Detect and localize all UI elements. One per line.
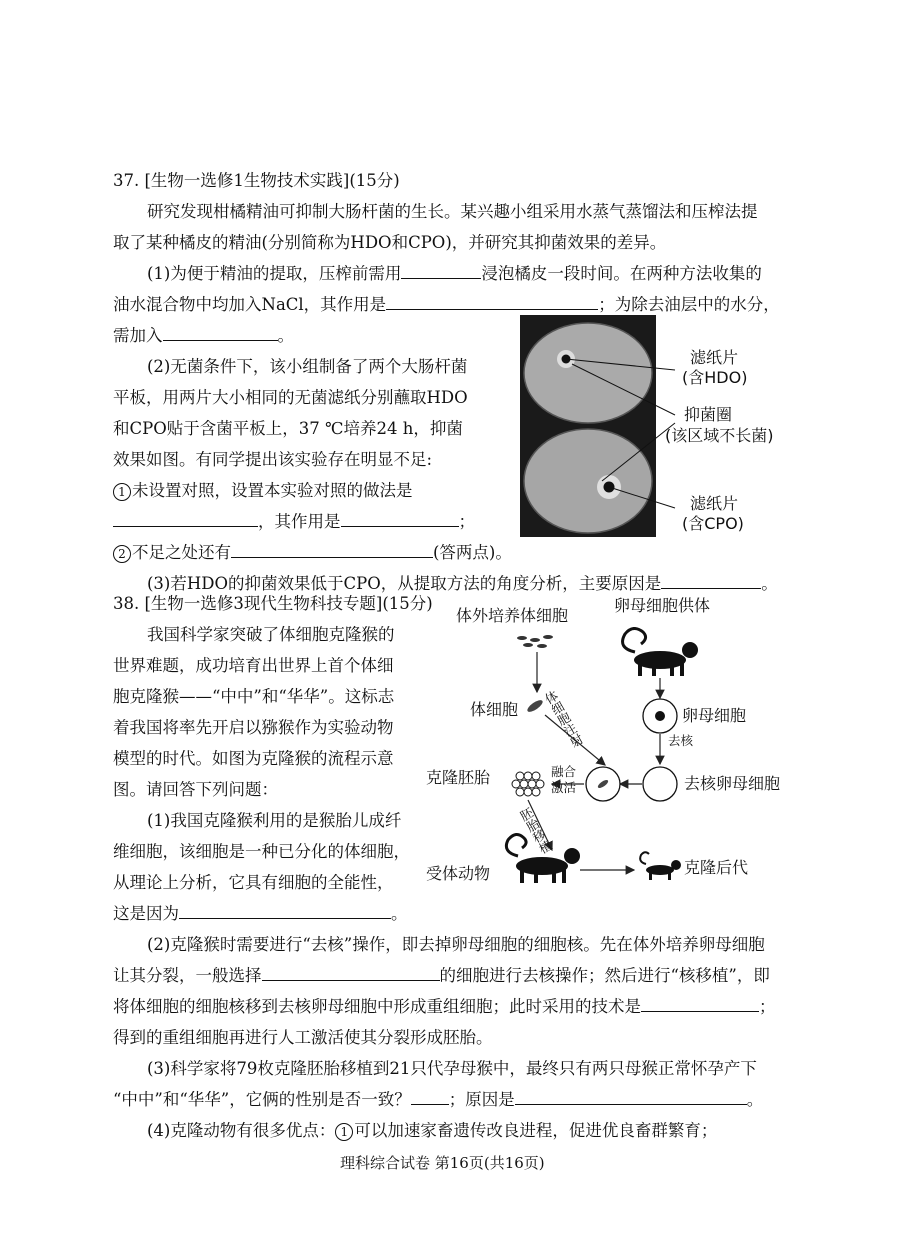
label-somatic-injection: 体细胞注射 xyxy=(541,688,586,750)
q38-part1-line1: (1)我国克隆猴利用的是猴胎儿成纤 xyxy=(147,811,402,830)
circled-number-1: 1 xyxy=(113,483,131,501)
q37-header: 37. [生物一选修1生物技术实践](15分) xyxy=(113,171,400,190)
q38-part3-line2 xyxy=(113,1089,763,1111)
q37-part2-line5 xyxy=(113,480,413,502)
q38-intro-line4: 着我国将率先开启以猕猴作为实验动物 xyxy=(113,718,394,737)
q37-part1-line1 xyxy=(147,263,762,285)
q38-blank-technique[interactable] xyxy=(641,996,759,1012)
q38-part3-text-b3: 。 xyxy=(746,1090,764,1109)
label-zone-2: (该区域不长菌) xyxy=(665,426,774,445)
q37-part1-text-f: 。 xyxy=(277,326,294,345)
q38-part1-line4 xyxy=(113,903,408,925)
q37-part2-text-e: 未设置对照，设置本实验对照的做法是 xyxy=(132,481,413,500)
q37-part2-line6 xyxy=(113,511,475,533)
label-enucleation: 去核 xyxy=(668,733,694,748)
petri-dish-hdo xyxy=(524,323,652,423)
petri-dish-cpo xyxy=(524,429,652,533)
cloned-embryo-icon xyxy=(512,772,544,796)
q37-part2-text-g-end: (答两点)。 xyxy=(433,543,512,562)
q38-part2-text-b2: 的细胞进行去核操作；然后进行“核移植”，即 xyxy=(439,966,770,985)
q37-blank-function[interactable] xyxy=(341,511,459,527)
q37-blank-reason[interactable] xyxy=(661,573,761,589)
q38-part4-line1 xyxy=(147,1120,717,1142)
circled-number-2: 2 xyxy=(113,545,131,563)
q37-part1-text-b: 浸泡橘皮一段时间。在两种方法收集的 xyxy=(481,264,762,283)
q37-blank-dry[interactable] xyxy=(163,325,278,341)
q38-intro-line5: 模型的时代。如图为克隆猴的流程示意 xyxy=(113,749,394,768)
q37-part2-line2: 平板，用两片大小相同的无菌滤纸分别蘸取HDO xyxy=(113,388,468,407)
q37-part2-line1: (2)无菌条件下，该小组制备了两个大肠杆菌 xyxy=(147,357,468,376)
enucleated-oocyte-icon xyxy=(643,767,677,801)
label-cultured-somatic-cells: 体外培养体细胞 xyxy=(456,606,569,625)
q38-part3-text-b1: “中中”和“华华”，它俩的性别是否一致？ xyxy=(113,1090,411,1109)
label-filter-cpo-2: (含CPO) xyxy=(682,514,744,533)
q37-part3-text-b: 。 xyxy=(761,574,778,593)
label-fusion: 融合 xyxy=(551,764,577,779)
q38-intro-line1: 我国科学家突破了体细胞克隆猴的 xyxy=(147,625,395,644)
q37-part3-text-a: (3)若HDO的抑菌效果低于CPO，从提取方法的角度分析，主要原因是 xyxy=(147,574,662,593)
q38-part1-text-e: 。 xyxy=(391,904,408,923)
q37-blank-soak[interactable] xyxy=(401,263,481,279)
q37-part2-text-f-end: ； xyxy=(458,512,475,531)
q38-blank-oocyte-stage[interactable] xyxy=(262,965,440,981)
q38-part2-line3 xyxy=(113,996,776,1018)
q38-part2-line4: 得到的重组细胞再进行人工激活使其分裂形成胚胎。 xyxy=(113,1028,493,1047)
q38-blank-sex-reason[interactable] xyxy=(515,1089,747,1105)
label-filter-hdo-2: (含HDO) xyxy=(682,368,748,387)
label-oocyte: 卵母细胞 xyxy=(682,706,747,725)
q37-blank-control[interactable] xyxy=(113,511,258,527)
label-oocyte-donor: 卵母细胞供体 xyxy=(614,596,711,615)
label-embryo-transfer: 胚胎移植 xyxy=(516,805,555,857)
q38-part2-line2 xyxy=(113,965,770,987)
q37-part2-text-g: 不足之处还有 xyxy=(132,543,231,562)
label-cloned-embryo: 克隆胚胎 xyxy=(426,768,491,787)
monkey-donor-icon xyxy=(623,628,698,676)
q38-blank-sex[interactable] xyxy=(411,1089,449,1105)
q37-part2-text-f: ，其作用是 xyxy=(258,512,341,531)
q38-intro-line3: 胞克隆猴——“中中”和“华华”。这标志 xyxy=(113,687,395,706)
q38-blank-totipotency[interactable] xyxy=(179,903,391,919)
monkey-offspring-icon xyxy=(640,852,681,880)
q37-part2-line7 xyxy=(113,542,512,564)
somatic-cell-icon xyxy=(526,698,545,714)
q38-part4-text-pre: (4)克隆动物有很多优点： xyxy=(147,1121,336,1140)
q37-part1-text-a: (1)为便于精油的提取，压榨前需用 xyxy=(147,264,402,283)
q37-blank-deficiency[interactable] xyxy=(231,542,433,558)
q37-part1-line3 xyxy=(113,325,294,347)
label-zone-1: 抑菌圈 xyxy=(684,405,733,424)
label-somatic-cell: 体细胞 xyxy=(470,700,519,719)
label-filter-hdo-1: 滤纸片 xyxy=(690,348,739,367)
q38-intro-line6: 图。请回答下列问题： xyxy=(113,780,278,799)
q38-intro-line2: 世界难题，成功培育出世界上首个体细 xyxy=(113,656,394,675)
q37-part2-line4: 效果如图。有同学提出该实验存在明显不足: xyxy=(113,450,433,469)
q37-part3-line xyxy=(147,573,778,595)
q38-part2-text-c1: 将体细胞的细胞核移到去核卵母细胞中形成重组细胞；此时采用的技术是 xyxy=(113,997,641,1016)
q37-part1-text-c: 油水混合物中均加入NaCl，其作用是 xyxy=(113,295,387,314)
q37-intro-line1: 研究发现柑橘精油可抑制大肠杆菌的生长。某兴趣小组采用水蒸气蒸馏法和压榨法提 xyxy=(147,202,758,221)
cultured-cells-icon xyxy=(517,635,553,648)
q38-part3-text-b2: ；原因是 xyxy=(448,1090,515,1109)
q37-part1-text-d: ；为除去油层中的水分， xyxy=(598,295,780,314)
q37-part2-line3: 和CPO贴于含菌平板上，37 ℃培养24 h，抑菌 xyxy=(113,419,463,438)
q37-intro-line2: 取了某种橘皮的精油(分别简称为HDO和CPO)，并研究其抑菌效果的差异。 xyxy=(113,233,667,252)
q38-part3-line1: (3)科学家将79枚克隆胚胎移植到21只代孕母猴中，最终只有两只母猴正常怀孕产下 xyxy=(147,1059,757,1078)
circled-number-1-q38: 1 xyxy=(335,1123,353,1141)
label-activation: 激活 xyxy=(551,780,577,795)
q38-part2-line1: (2)克隆猴时需要进行“去核”操作，即去掉卵母细胞的细胞核。先在体外培养卵母细胞 xyxy=(147,935,765,954)
q38-part1-line3: 从理论上分析，它具有细胞的全能性， xyxy=(113,873,394,892)
q38-header: 38. [生物一选修3现代生物科技专题](15分) xyxy=(113,594,433,613)
q37-part1-text-e: 需加入 xyxy=(113,326,163,345)
q37-part1-line2 xyxy=(113,294,780,316)
q38-part2-text-b1: 让其分裂，一般选择 xyxy=(113,966,262,985)
oocyte-nucleus-icon xyxy=(655,711,665,721)
label-recipient-animal: 受体动物 xyxy=(426,864,491,883)
q38-part4-text: 可以加速家畜遗传改良进程，促进优良畜群繁育； xyxy=(354,1121,718,1140)
q38-part1-line2: 维细胞，该细胞是一种已分化的体细胞， xyxy=(113,842,410,861)
label-cloned-offspring: 克隆后代 xyxy=(684,858,749,877)
q38-part2-text-c2: ； xyxy=(759,997,776,1016)
q37-blank-nacl[interactable] xyxy=(386,294,598,310)
cloning-flow-diagram xyxy=(420,600,800,900)
page-footer: 理科综合试卷 第16页(共16页) xyxy=(340,1154,545,1172)
label-enucleated-oocyte: 去核卵母细胞 xyxy=(684,774,781,793)
label-filter-cpo-1: 滤纸片 xyxy=(690,494,739,513)
q38-part1-text-d: 这是因为 xyxy=(113,904,179,923)
